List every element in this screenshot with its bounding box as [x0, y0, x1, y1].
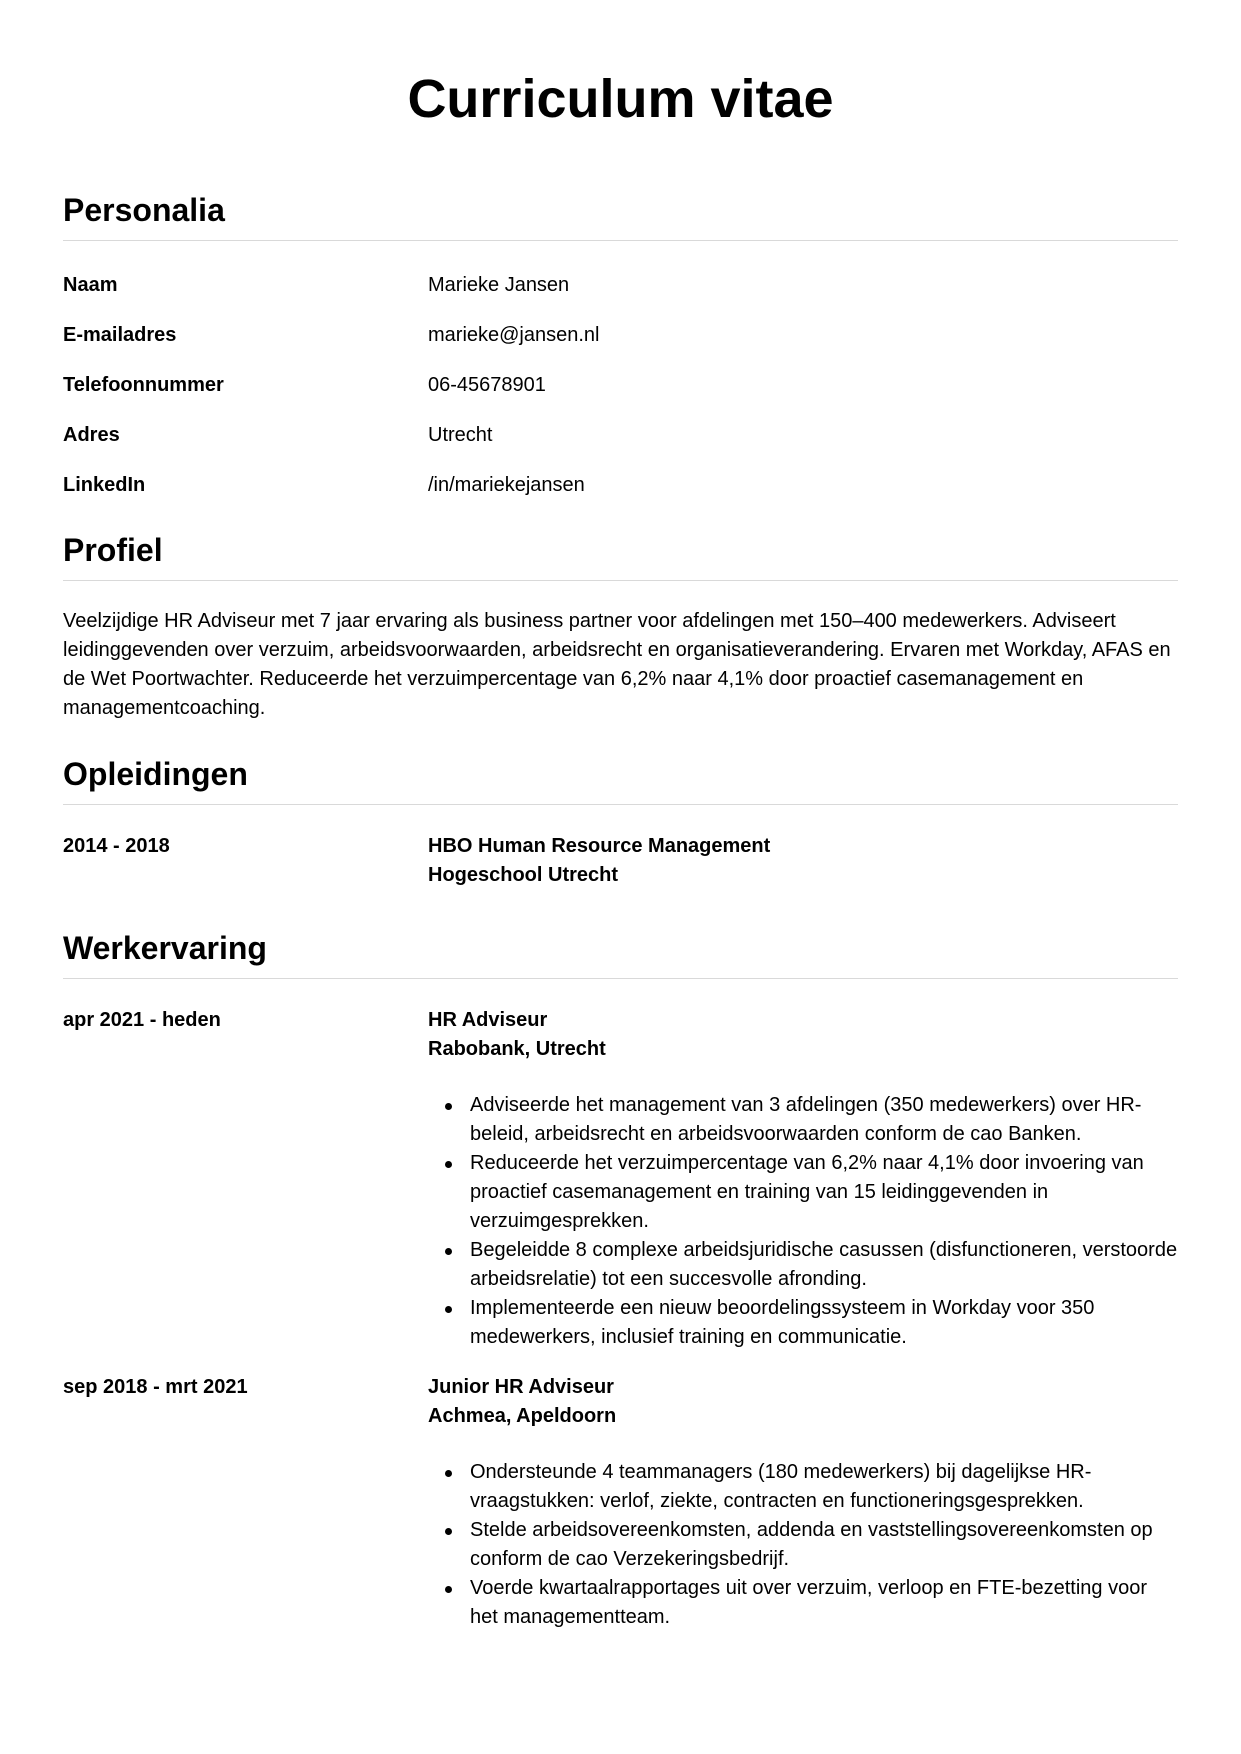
- section-heading-personalia: Personalia: [63, 190, 1178, 241]
- job-achievements: [428, 1458, 1178, 1632]
- education-title: HBO Human Resource Management: [428, 835, 771, 857]
- job-title: Junior HR Adviseur: [428, 1376, 614, 1398]
- list-item: Implementeerde een nieuw beoordelingssysteem in Workday voor 350 medewerkers, inclusief training en communicatie.: [428, 1294, 1178, 1352]
- personalia-row-telefoon: [63, 373, 1178, 423]
- section-werkervaring: [63, 928, 1178, 1632]
- education-entry: [63, 805, 1178, 890]
- field-value-address: Utrecht: [428, 424, 493, 446]
- section-personalia: [63, 190, 1178, 523]
- personalia-row-email: [63, 323, 1178, 373]
- job-company: Rabobank, Utrecht: [428, 1038, 606, 1060]
- field-value-linkedin: /in/mariekejansen: [428, 474, 585, 496]
- field-label: Telefoonnummer: [63, 374, 224, 396]
- field-value-name: Marieke Jansen: [428, 274, 570, 296]
- personalia-table: [63, 241, 1178, 523]
- job-achievements: [428, 1091, 1178, 1352]
- education-institution: Hogeschool Utrecht: [428, 864, 619, 886]
- job-period: sep 2018 - mrt 2021: [63, 1376, 248, 1398]
- list-item: Reduceerde het verzuimpercentage van 6,2% naar 4,1% door invoering van proactief casemanagement en training van 15 leidinggevenden in verzuimgesprekken.: [428, 1149, 1178, 1236]
- personalia-row-adres: [63, 423, 1178, 473]
- list-item: Voerde kwartaalrapportages uit over verzuim, verloop en FTE-bezetting voor het managementteam.: [428, 1574, 1178, 1632]
- list-item: Begeleidde 8 complexe arbeidsjuridische casussen (disfunctioneren, verstoorde arbeidsrelatie) tot een succesvolle afronding.: [428, 1236, 1178, 1294]
- list-item: Stelde arbeidsovereenkomsten, addenda en vaststellingsovereenkomsten op conform de cao Verzekeringsbedrijf.: [428, 1516, 1178, 1574]
- personalia-row-linkedin: [63, 473, 1178, 523]
- section-heading-profiel: Profiel: [63, 530, 1178, 581]
- job-entry: [63, 1352, 1178, 1632]
- section-heading-opleidingen: Opleidingen: [63, 754, 1178, 805]
- field-label: Naam: [63, 274, 118, 296]
- field-label: LinkedIn: [63, 474, 146, 496]
- job-period: apr 2021 - heden: [63, 1009, 221, 1031]
- personalia-row-naam: [63, 273, 1178, 323]
- document-title: Curriculum vitae: [407, 69, 834, 129]
- education-details: [428, 832, 1178, 890]
- field-label: Adres: [63, 424, 120, 446]
- field-label: E-mailadres: [63, 324, 177, 346]
- field-value-email: marieke@jansen.nl: [428, 324, 600, 346]
- job-company: Achmea, Apeldoorn: [428, 1405, 617, 1427]
- job-details: [428, 1006, 1178, 1352]
- section-profiel: [63, 530, 1178, 723]
- profile-summary: Veelzijdige HR Adviseur met 7 jaar ervaring als business partner voor afdelingen met 150–400 medewerkers. Adviseert leidinggevenden over verzuim, arbeidsvoorwaarden, arbeidsrecht en organisatieverandering. Ervaren met Workday, AFAS en de Wet Poortwachter. Reduceerde het verzuimpercentage van 6,2% naar 4,1% door proactief casemanagement en managementcoaching.: [63, 610, 1171, 719]
- field-value-phone: 06-45678901: [428, 374, 546, 396]
- job-details: [428, 1373, 1178, 1632]
- list-item: Ondersteunde 4 teammanagers (180 medewerkers) bij dagelijkse HR-vraagstukken: verlof, ziekte, contracten en functioneringsgesprekken.: [428, 1458, 1178, 1516]
- job-entry: [63, 979, 1178, 1352]
- section-opleidingen: [63, 754, 1178, 890]
- job-title: HR Adviseur: [428, 1009, 548, 1031]
- list-item: Adviseerde het management van 3 afdelingen (350 medewerkers) over HR-beleid, arbeidsrecht en arbeidsvoorwaarden conform de cao Banken.: [428, 1091, 1178, 1149]
- education-period: 2014 - 2018: [63, 835, 170, 857]
- section-heading-werkervaring: Werkervaring: [63, 928, 1178, 979]
